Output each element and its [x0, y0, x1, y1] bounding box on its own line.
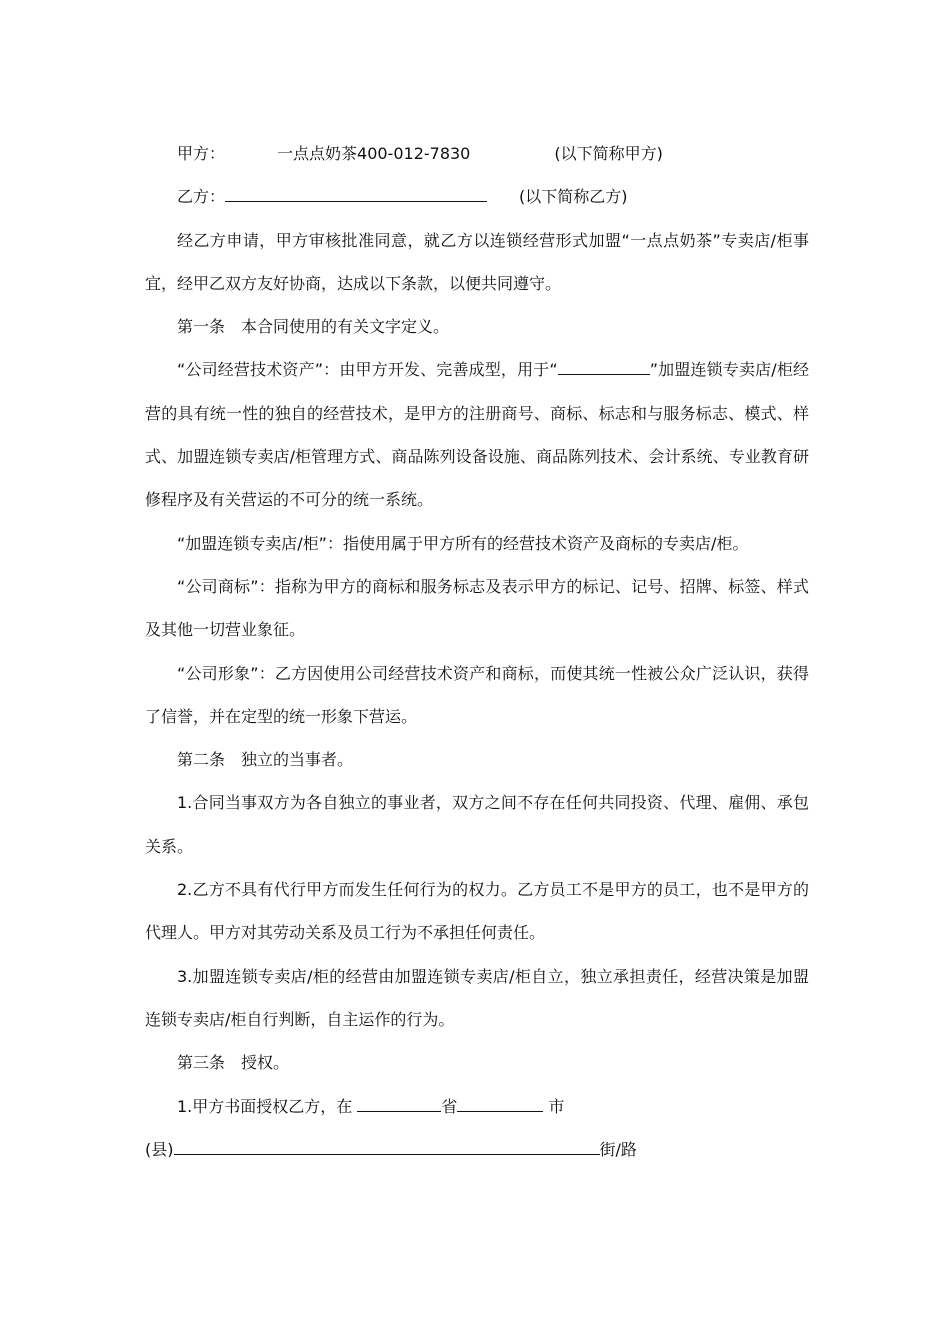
article-3-heading: 第三条 授权。 — [177, 1053, 290, 1073]
street-label: 街/路 — [599, 1139, 637, 1159]
party-a-line — [145, 132, 809, 175]
article-2-item-1: 1.合同当事双方为各自独立的事业者，双方之间不存在任何共同投资、代理、雇佣、承包关系。 — [145, 793, 809, 856]
county-street-line — [145, 1128, 809, 1171]
party-a-label: 甲方： — [177, 144, 226, 163]
definition-company-image: “公司形象”：乙方因使用公司经营技术资产和商标，而使其统一性被公众广泛认识，获得了信誉，并在定型的统一形象下营运。 — [145, 663, 809, 726]
intro-paragraph: 经乙方申请，甲方审核批准同意，就乙方以连锁经营形式加盟“一点点奶茶”专卖店/柜事宜，经甲乙双方友好协商，达成以下条款，以便共同遵守。 — [145, 230, 809, 293]
contract-body — [145, 132, 809, 1171]
city-blank — [457, 1094, 543, 1112]
party-b-suffix: (以下简称乙方) — [519, 187, 628, 207]
party-b-blank — [225, 184, 487, 202]
party-b-line — [145, 175, 809, 218]
province-blank — [357, 1094, 441, 1112]
party-a-suffix: (以下简称甲方) — [554, 144, 663, 163]
party-a-name: 一点点奶茶400-012-7830 — [277, 144, 471, 163]
authorization-prefix: 1.甲方书面授权乙方，在 — [177, 1096, 358, 1116]
franchise-name-blank — [558, 357, 650, 375]
county-label: (县) — [145, 1139, 174, 1159]
province-label: 省 — [441, 1096, 458, 1116]
definition-franchise-store: “加盟连锁专卖店/柜”：指使用属于甲方所有的经营技术资产及商标的专卖店/柜。 — [177, 533, 749, 553]
article-1-heading: 第一条 本合同使用的有关文字定义。 — [177, 317, 450, 337]
definition-business-assets — [145, 348, 809, 521]
article-2-item-2: 2.乙方不具有代行甲方而发生任何行为的权力。乙方员工不是甲方的员工，也不是甲方的代理人。甲方对其劳动关系及员工行为不承担任何责任。 — [145, 880, 809, 943]
article-2-heading: 第二条 独立的当事者。 — [177, 750, 354, 770]
definition-business-assets-end: ”加盟连锁专卖店/柜经营的具有统一性的独自的经营技术，是甲方的注册商号、商标、标志和与服务标志、模式、样式、加盟连锁专卖店/柜管理方式、商品陈列设备设施、商品陈列技术、会计系统、专业教育研修程序及有关营运的不可分的统一系统。 — [145, 360, 809, 510]
city-label: 市 — [543, 1096, 565, 1116]
party-b-label: 乙方： — [177, 187, 226, 207]
definition-company-trademark: “公司商标”：指称为甲方的商标和服务标志及表示甲方的标记、记号、招牌、标签、样式及其他一切营业象征。 — [145, 576, 809, 640]
article-3-item-1 — [145, 1085, 809, 1128]
article-2-item-3: 3.加盟连锁专卖店/柜的经营由加盟连锁专卖店/柜自立，独立承担责任，经营决策是加盟连锁专卖店/柜自行判断，自主运作的行为。 — [145, 966, 809, 1029]
county-street-blank — [174, 1137, 600, 1155]
definition-business-assets-start: “公司经营技术资产”：由甲方开发、完善成型，用于“ — [177, 360, 558, 380]
